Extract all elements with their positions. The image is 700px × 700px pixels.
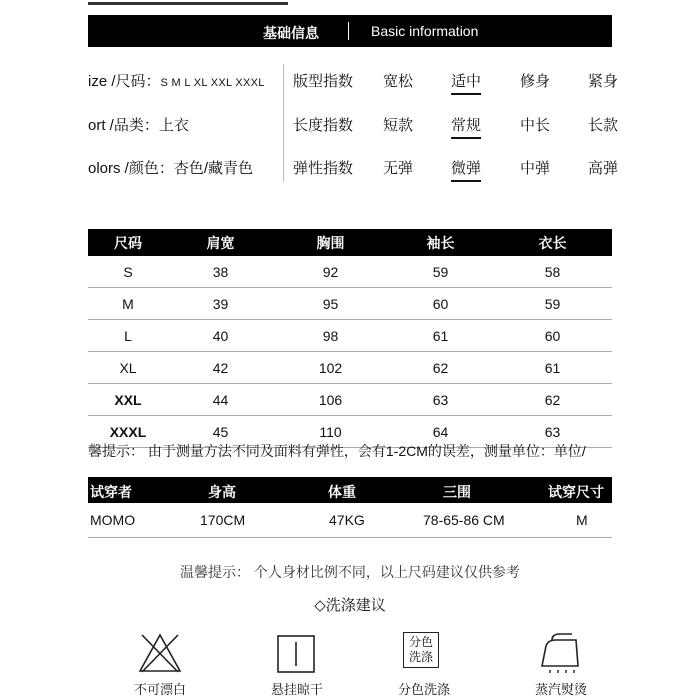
table-row — [88, 352, 612, 384]
table-row — [88, 288, 612, 320]
fit-option: 无弹 — [383, 160, 414, 177]
size-table-cell: 64 — [388, 416, 493, 448]
size-table-cell: 60 — [493, 320, 612, 352]
category-label: ort /品类： — [88, 117, 159, 134]
no-bleach-icon — [137, 632, 183, 674]
size-table-cell: 63 — [493, 416, 612, 448]
header-divider — [348, 22, 349, 40]
size-suggestion-note: 温馨提示： 个人身材比例不同，以上尺码建议仅供参考 — [180, 564, 520, 580]
basic-info-header — [88, 15, 612, 47]
size-table-cell: 62 — [388, 352, 493, 384]
size-values: S M L XL XXL XXXL — [160, 77, 265, 89]
size-table-cell: 98 — [273, 320, 388, 352]
fit-option: 中长 — [520, 117, 551, 134]
size-table-header-cell: 肩宽 — [168, 229, 273, 256]
model-table-cell: 170CM — [200, 512, 246, 528]
fit-prop-label: 弹性指数 — [293, 160, 354, 177]
model-table-header-cell: 体重 — [328, 484, 356, 500]
category-value: 上衣 — [158, 117, 189, 134]
cropped-top-text — [88, 0, 608, 8]
size-table-cell: 42 — [168, 352, 273, 384]
size-table-cell: 44 — [168, 384, 273, 416]
size-chart — [88, 229, 612, 448]
size-table-cell: 38 — [168, 256, 273, 288]
fit-option: 宽松 — [383, 73, 414, 90]
header-title-en: Basic information — [371, 23, 479, 39]
size-table-cell: 61 — [493, 352, 612, 384]
attributes-divider — [283, 64, 284, 182]
size-table-header-cell: 袖长 — [388, 229, 493, 256]
fit-option-selected: 常规 — [451, 114, 481, 139]
model-table-cell: 47KG — [329, 512, 365, 528]
size-table-cell: XL — [88, 352, 168, 384]
table-row — [88, 384, 612, 416]
size-table-cell: L — [88, 320, 168, 352]
size-table-cell: XXL — [88, 384, 168, 416]
fit-option: 紧身 — [588, 73, 619, 90]
size-table-cell: 59 — [493, 288, 612, 320]
wash-separately-label: 分色洗涤 — [397, 682, 450, 697]
fit-option-selected: 微弹 — [451, 157, 481, 182]
fit-prop-label: 版型指数 — [293, 73, 354, 90]
size-table-cell: S — [88, 256, 168, 288]
size-attribute — [88, 70, 265, 91]
fit-option-selected: 适中 — [451, 70, 481, 95]
size-table-header-cell: 衣长 — [493, 229, 612, 256]
wash-separately-icon-text-1: 分色 — [408, 635, 433, 649]
measurement-note: 馨提示： 由于测量方法不同及面料有弹性，会有1-2CM的误差，测量单位：单位/ — [88, 443, 586, 459]
model-table-cell: M — [576, 512, 588, 528]
model-table-header — [88, 477, 612, 503]
model-table-header-cell: 试穿者 — [90, 484, 132, 500]
steam-iron-label: 蒸汽熨烫 — [534, 682, 587, 697]
model-table-cell: MOMO — [90, 512, 136, 528]
model-table-header-cell: 三围 — [443, 484, 471, 500]
wash-separately-icon — [403, 632, 439, 668]
model-table-header-cell: 试穿尺寸 — [548, 484, 604, 500]
size-table-cell: 95 — [273, 288, 388, 320]
size-table-cell: XXXL — [88, 416, 168, 448]
color-attribute — [88, 157, 253, 178]
fit-option: 修身 — [520, 73, 551, 90]
model-table-cell: 78-65-86 CM — [423, 512, 505, 528]
size-table-cell: 45 — [168, 416, 273, 448]
table-row — [88, 256, 612, 288]
size-table-cell: 63 — [388, 384, 493, 416]
size-table-cell: 106 — [273, 384, 388, 416]
size-label: ize /尺码： — [88, 73, 161, 90]
table-row — [88, 320, 612, 352]
size-table-cell: 59 — [388, 256, 493, 288]
wash-separately-icon-text-2: 洗涤 — [408, 650, 433, 664]
washing-title: ◇洗涤建议 — [314, 597, 386, 614]
size-table-cell: 92 — [273, 256, 388, 288]
color-label: olors /颜色： — [88, 160, 174, 177]
size-table-cell: 62 — [493, 384, 612, 416]
size-table-cell: 60 — [388, 288, 493, 320]
fit-option: 短款 — [383, 117, 414, 134]
size-table-cell: 39 — [168, 288, 273, 320]
hang-dry-label: 悬挂晾干 — [270, 682, 323, 697]
model-table-header-cell: 身高 — [208, 484, 236, 500]
hang-dry-icon — [274, 632, 320, 674]
size-table-header-cell: 胸围 — [273, 229, 388, 256]
header-title-cn: 基础信息 — [263, 25, 319, 41]
color-value: 杏色/藏青色 — [173, 160, 254, 177]
no-bleach-label: 不可漂白 — [133, 682, 186, 697]
model-table-row — [88, 503, 612, 538]
size-table-cell: 58 — [493, 256, 612, 288]
fit-option: 长款 — [588, 117, 619, 134]
size-table-cell: 61 — [388, 320, 493, 352]
size-table-header-cell: 尺码 — [88, 229, 168, 256]
fit-option: 高弹 — [588, 160, 619, 177]
size-table-cell: 102 — [273, 352, 388, 384]
size-table-cell: 110 — [273, 416, 388, 448]
model-fit-table — [88, 477, 612, 538]
fit-option: 中弹 — [520, 160, 551, 177]
steam-iron-icon — [536, 632, 584, 674]
fit-prop-label: 长度指数 — [293, 117, 354, 134]
category-attribute — [88, 114, 189, 135]
size-table-cell: M — [88, 288, 168, 320]
size-table — [88, 229, 612, 448]
size-table-cell: 40 — [168, 320, 273, 352]
